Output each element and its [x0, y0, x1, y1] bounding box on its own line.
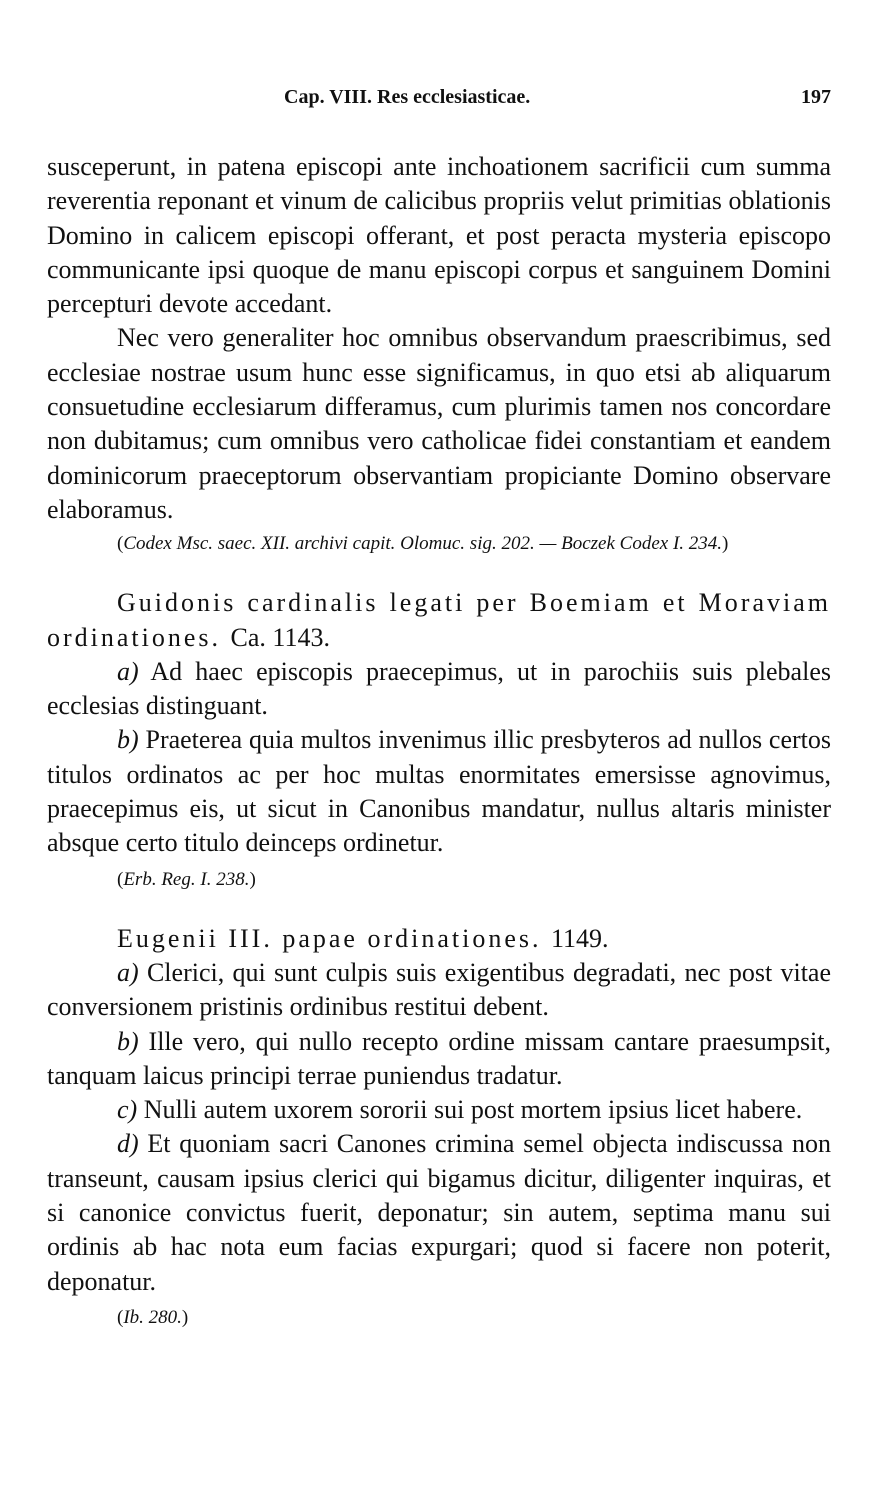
source-open-paren: (: [117, 868, 124, 890]
section-heading-date: Ca. 1143.: [230, 622, 330, 652]
ordination-item: [47, 1093, 831, 1127]
ordination-item: [47, 723, 831, 860]
source-citation-text: Codex Msc. saec. XII. archivi capit. Olomuc. sig. 202. — Boczek Codex I. 234.: [123, 533, 723, 555]
ordination-item: [47, 1025, 831, 1094]
running-header: [47, 86, 831, 120]
source-citation: [47, 531, 831, 556]
item-letter: c): [117, 1095, 138, 1125]
item-text: Ad haec episcopis praecepimus, ut in parochiis suis plebales ecclesias distinguant.: [47, 656, 831, 721]
item-text: Ille vero, qui nullo recepto ordine missam cantare praesumpsit, tanquam laicus principi terrae puniendus tradatur.: [47, 1026, 832, 1090]
section-heading-text: Guidonis cardinalis legati per Boemiam et Moraviam ordinationes.: [47, 588, 831, 652]
section-heading-text: Eugenii III. papae ordinationes.: [117, 923, 542, 953]
section-heading-eugenii: [47, 922, 831, 956]
body-paragraph-continued: susceperunt, in patena episcopi ante inchoationem sacrificii cum summa reverentia reponant et vinum de calicibus propriis velut primitias oblationis Domino in calicem episcopi offerant, et post peracta mysteria episcopo communicante ipsi quoque de manu episcopi corpus et sanguinem Domini percepturi devote accedant.: [47, 152, 831, 319]
item-text: Praeterea quia multos invenimus illic presbyteros ad nullos certos titulos ordinatos ac per hoc multas enormitates emersisse agnovimus, praecepimus eis, ut sicut in Canonibus mandatur, nullus altaris minister absque certo titulo deinceps ordinetur.: [47, 725, 832, 858]
source-citation: [47, 867, 831, 892]
ordination-item: [47, 1127, 831, 1298]
section-heading-date: 1149.: [551, 923, 609, 953]
item-letter: a): [117, 656, 139, 686]
body-paragraph: Nec vero generaliter hoc omnibus observandum praescribimus, sed ecclesiae nostrae usum hunc esse significamus, in quo etsi ab aliquarum consuetudine ecclesiarum differamus, cum plurimis tamen nos concordare non dubitamus; cum omnibus vero catholicae fidei constantiam et eandem dominicorum praeceptorum observantiam propiciante Domino observare elaboramus.: [47, 323, 831, 524]
source-close-paren: ): [181, 1306, 189, 1328]
source-close-paren: ): [722, 533, 729, 555]
source-citation-text: Erb. Reg. I. 238.: [123, 868, 250, 890]
running-title: Cap. VIII. Res ecclesiasticae.: [284, 86, 531, 108]
source-citation: [47, 1305, 831, 1330]
item-letter: b): [117, 725, 139, 755]
item-text: Clerici, qui sunt culpis suis exigentibus degradati, nec post vitae conversionem pristinis ordinibus restitui debent.: [47, 957, 831, 1022]
item-letter: a): [117, 957, 139, 987]
section-heading-guidonis: [47, 586, 831, 655]
ordination-item: [47, 956, 831, 1025]
source-open-paren: (: [117, 533, 124, 555]
source-citation-text: Ib. 280.: [123, 1306, 182, 1328]
item-text: Nulli autem uxorem sororii sui post mortem ipsius licet habere.: [143, 1095, 803, 1125]
item-letter: d): [117, 1129, 139, 1159]
item-text: Et quoniam sacri Canones crimina semel objecta indiscussa non transeunt, causam ipsius clerici qui bigamus dicitur, diligenter inquiras, et si canonice convictus fuerit, deponatur; sin autem, septima manu sui ordinis ab hac nota eum facias expurgari; quod si facere non poterit, deponatur.: [47, 1129, 831, 1296]
source-open-paren: (: [117, 1306, 124, 1328]
page-number: 197: [801, 86, 831, 108]
ordination-item: [47, 655, 831, 724]
item-letter: b): [117, 1026, 139, 1056]
source-close-paren: ): [249, 868, 256, 890]
book-page: [47, 86, 831, 1330]
